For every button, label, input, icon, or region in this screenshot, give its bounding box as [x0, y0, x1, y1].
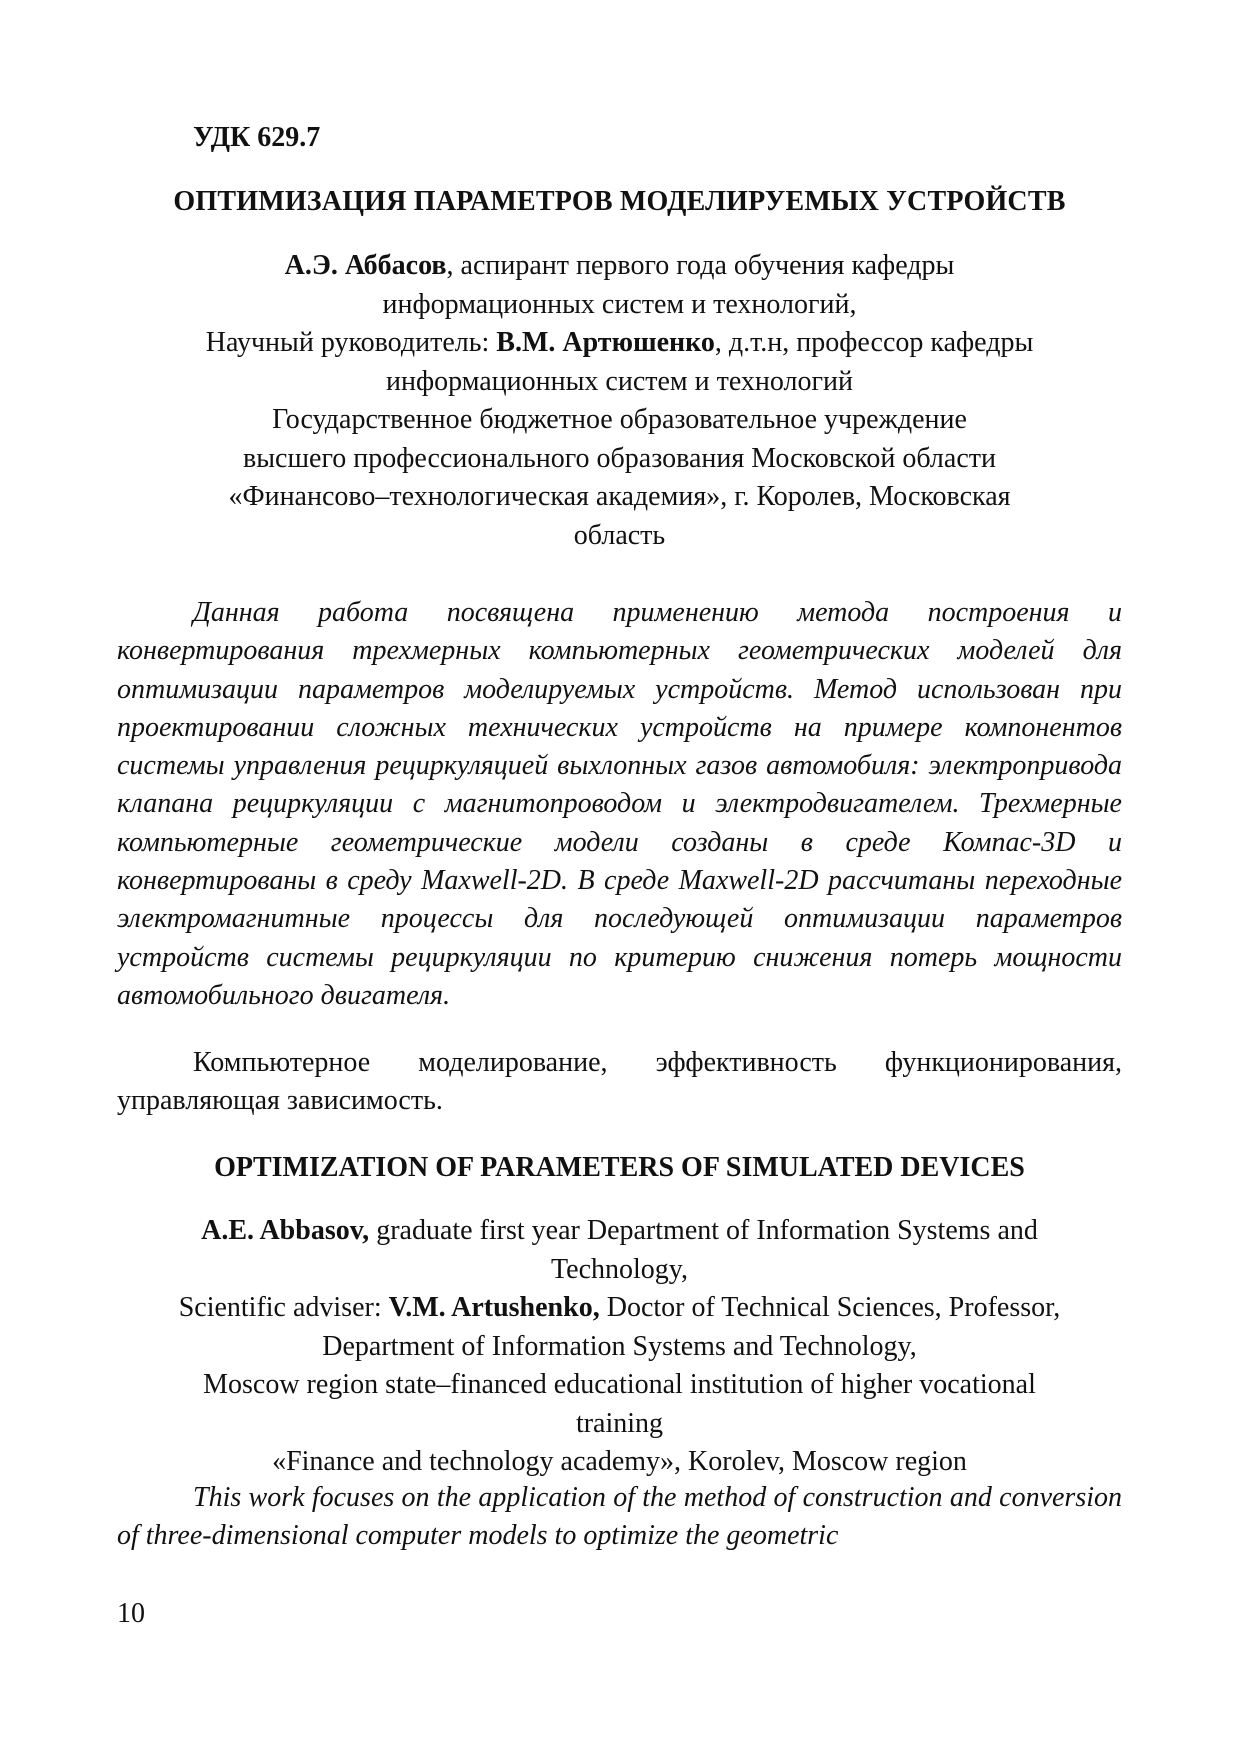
- adviser-dept-en: Department of Information Systems and Technology,: [322, 1330, 917, 1362]
- page-number: 10: [117, 1598, 145, 1629]
- adviser-desc-ru: , д.т.н, профессор кафедры: [714, 327, 1034, 358]
- author-desc-ru: , аспирант первого года обучения кафедры: [446, 250, 955, 281]
- institution-line-3-ru: «Финансово–технологическая академия», г. Королев, Московская: [228, 481, 1011, 512]
- article-title-ru: ОПТИМИЗАЦИЯ ПАРАМЕТРОВ МОДЕЛИРУЕМЫХ УСТРОЙСТВ: [173, 186, 1066, 217]
- adviser-dept-ru: информационных систем и технологий: [386, 365, 853, 397]
- adviser-line-ru: [117, 324, 1122, 363]
- abstract-en: This work focuses on the application of the method of construction and conversion of three-dimensional computer models to optimize the geometric: [117, 1482, 1122, 1552]
- institution-line-2-en: training: [575, 1407, 664, 1439]
- adviser-line-en: [117, 1289, 1122, 1328]
- institution-line-4-ru: область: [573, 519, 666, 551]
- abstract-ru: Данная работа посвящена применению метода построения и конвертирования трехмерных компьютерных геометрических моделей для оптимизации параметров моделируемых устройств. Метод использован при проектировании сложных технических устройств на примере компонентов системы управления рециркуляцией выхлопных газов автомобиля: электропривода клапана рециркуляции с магнитопроводом и электродвигателем. Трехмерные компьютерные геометрические модели созданы в среде Компас-3D и конвертированы в среду Maxwell-2D. В среде Maxwell-2D рассчитаны переходные электромагнитные процессы для последующей оптимизации параметров устройств системы рециркуляции по критерию снижения потерь мощности автомобильного двигателя.: [117, 597, 1122, 1011]
- author-dept-ru: информационных систем и технологий,: [382, 288, 857, 320]
- author-desc-en: graduate first year Department of Information Systems and: [369, 1215, 1038, 1246]
- institution-line-1-en: Moscow region state–financed educational institution of higher vocational: [203, 1369, 1036, 1400]
- author-dept-en: Technology,: [551, 1253, 688, 1285]
- author-line-ru: [117, 247, 1122, 286]
- institution-line-3-en: «Finance and technology academy», Korolev, Moscow region: [272, 1446, 967, 1477]
- adviser-name-ru: В.М. Артюшенко: [496, 327, 715, 358]
- author-name-en: A.E. Abbasov,: [201, 1215, 370, 1246]
- author-affiliation-en: [117, 1212, 1122, 1482]
- adviser-prefix-en: Scientific adviser:: [178, 1292, 389, 1323]
- adviser-prefix-ru: Научный руководитель:: [205, 327, 497, 358]
- adviser-desc-en: Doctor of Technical Sciences, Professor,: [599, 1292, 1061, 1323]
- institution-line-2-ru: высшего профессионального образования Московской области: [243, 442, 996, 474]
- keywords-ru: Компьютерное моделирование, эффективность функционирования, управляющая зависимость.: [117, 1047, 1122, 1116]
- author-affiliation-ru: [117, 247, 1122, 555]
- adviser-name-en: V.M. Artushenko,: [388, 1292, 600, 1323]
- author-line-en: [117, 1212, 1122, 1251]
- udc-code: УДК 629.7: [193, 122, 321, 153]
- author-name-ru: А.Э. Аббасов: [284, 250, 447, 281]
- institution-line-1-ru: Государственное бюджетное образовательное учреждение: [272, 404, 967, 435]
- article-title-en: OPTIMIZATION OF PARAMETERS OF SIMULATED DEVICES: [214, 1152, 1025, 1183]
